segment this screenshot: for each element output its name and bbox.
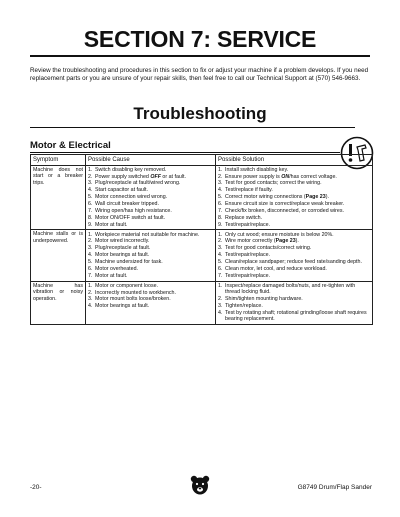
list-item (88, 266, 213, 273)
item-number: 4. (218, 252, 223, 259)
list-item (88, 283, 213, 290)
item-number: 5. (218, 259, 223, 266)
troubleshooting-heading: Troubleshooting (133, 104, 267, 123)
subsection-divider (30, 152, 340, 153)
item-number: 1. (88, 166, 93, 173)
item-text-part: Motor bearings at fault. (95, 252, 150, 259)
item-text-part: Motor mount bolts loose/broken. (95, 296, 171, 303)
item-text (95, 180, 213, 187)
cause-cell (86, 281, 216, 325)
item-text-part: Test/replace if faulty. (225, 187, 273, 194)
item-text (95, 283, 213, 290)
item-text (225, 252, 370, 259)
list-item (88, 208, 213, 215)
item-number: 4. (218, 187, 223, 194)
list-item (218, 167, 370, 174)
manual-model: G8749 Drum/Flap Sander (297, 484, 372, 491)
item-text (225, 310, 370, 323)
header-symptom: Symptom (31, 155, 86, 166)
item-number: 1. (218, 231, 223, 238)
item-text (95, 215, 213, 222)
item-text-part: Test for good contacts; correct the wiring. (225, 180, 322, 187)
item-text (95, 222, 213, 229)
item-text-part: ). (295, 238, 299, 245)
item-text-part: Motor connection wired wrong. (95, 194, 168, 201)
list-item (88, 173, 213, 180)
troubleshooting-table (30, 154, 373, 325)
item-text (225, 238, 370, 245)
list-item (88, 187, 213, 194)
item-text-part: Motor ON/OFF switch at fault. (95, 214, 166, 221)
item-text (95, 187, 213, 194)
item-number: 1. (88, 282, 93, 289)
item-emphasis: ON (281, 173, 290, 180)
item-text (225, 194, 370, 201)
list-item (218, 201, 370, 208)
item-number: 4. (88, 303, 93, 310)
item-number: 5. (88, 259, 93, 266)
item-text-part: Test/repair/replace. (225, 221, 271, 228)
item-text-part: Plug/receptacle at fault/wired wrong. (95, 180, 181, 187)
item-number: 1. (88, 231, 93, 238)
item-text (225, 245, 370, 252)
cause-list (88, 167, 213, 229)
page-number: -20- (30, 484, 42, 491)
item-number: 3. (218, 302, 223, 309)
item-number: 7. (88, 207, 93, 214)
item-text (95, 208, 213, 215)
item-text-part: Test/repair/replace. (225, 272, 271, 279)
item-text (225, 273, 370, 280)
list-item (88, 231, 213, 238)
item-text-part: Clean motor, let cool, and reduce workload. (225, 265, 327, 272)
subsection-heading: Motor & Electrical (30, 140, 111, 151)
item-emphasis: Page 23 (305, 194, 326, 201)
item-text (225, 296, 370, 303)
item-number: 6. (218, 265, 223, 272)
item-text-part: Switch disabling key removed. (95, 166, 167, 173)
list-item (218, 259, 370, 266)
item-text-part: Test by rotating shaft; rotational grinding/loose shaft requires bearing replacement. (225, 309, 367, 323)
solution-cell (216, 165, 373, 230)
item-text-part: Tighten/replace. (225, 302, 263, 309)
list-item (218, 180, 370, 187)
item-text (95, 167, 213, 174)
solution-list (218, 231, 370, 279)
item-text-part: Test for good contacts/correct wiring. (225, 245, 312, 252)
item-text-part: Motor wired incorrectly. (95, 238, 150, 245)
item-text-part: ). (325, 194, 329, 201)
list-item (218, 187, 370, 194)
item-text-part: Wiring open/has high resistance. (95, 207, 172, 214)
item-number: 4. (88, 252, 93, 259)
item-text-part: /has correct voltage. (289, 173, 337, 180)
item-text (225, 180, 370, 187)
item-text (95, 290, 213, 297)
item-number: 3. (218, 245, 223, 252)
list-item (88, 201, 213, 208)
item-text (95, 252, 213, 259)
item-text (225, 208, 370, 215)
item-text (95, 232, 213, 239)
item-number: 5. (218, 194, 223, 201)
list-item (88, 194, 213, 201)
list-item (218, 194, 370, 201)
item-text (95, 238, 213, 245)
item-number: 2. (218, 296, 223, 303)
list-item (218, 283, 370, 296)
list-item (218, 173, 370, 180)
item-text-part: Test/repair/replace. (225, 252, 271, 259)
table-row (31, 281, 373, 325)
list-item (218, 222, 370, 229)
item-text (225, 303, 370, 310)
list-item (218, 296, 370, 303)
item-number: 9. (218, 221, 223, 228)
item-text (95, 245, 213, 252)
item-text-part: Only cut wood; ensure moisture is below 20%. (225, 231, 334, 238)
cause-cell (86, 165, 216, 230)
item-text-part: Ensure circuit size is correct/replace weak breaker. (225, 201, 345, 208)
item-text (225, 215, 370, 222)
item-text-part: or at fault. (160, 173, 186, 180)
item-number: 2. (218, 173, 223, 180)
cause-list (88, 283, 213, 311)
item-text (225, 201, 370, 208)
item-text-part: Clean/replace sandpaper; reduce feed rate/sanding depth. (225, 259, 362, 266)
list-item (88, 215, 213, 222)
item-number: 8. (218, 214, 223, 221)
item-number: 7. (218, 207, 223, 214)
list-item (88, 289, 213, 296)
section-title: SECTION 7: SERVICE (83, 26, 317, 52)
item-text-part: Motor at fault. (95, 272, 128, 279)
list-item (218, 252, 370, 259)
item-text-part: Workpiece material not suitable for machine. (95, 231, 200, 238)
item-text (225, 283, 370, 296)
header-possible-cause: Possible Cause (86, 155, 216, 166)
item-text (225, 222, 370, 229)
item-number: 7. (88, 272, 93, 279)
list-item (88, 222, 213, 229)
item-text-part: Replace switch. (225, 214, 263, 221)
item-text (225, 167, 370, 174)
item-text (95, 194, 213, 201)
list-item (88, 167, 213, 174)
item-text (225, 259, 370, 266)
item-number: 1. (218, 166, 223, 173)
symptom-cell: Machine has vibration or noisy operation. (31, 281, 86, 325)
item-text-part: Wall circuit breaker tripped. (95, 201, 159, 208)
list-item (218, 245, 370, 252)
item-text (95, 174, 213, 181)
item-number: 2. (88, 173, 93, 180)
item-number: 3. (88, 180, 93, 187)
item-text-part: Start capacitor at fault. (95, 187, 148, 194)
item-text (95, 266, 213, 273)
item-number: 8. (88, 214, 93, 221)
item-text (95, 273, 213, 280)
item-text-part: Motor bearings at fault. (95, 303, 150, 310)
item-text-part: Motor or component loose. (95, 282, 159, 289)
item-emphasis: OFF (150, 173, 161, 180)
list-item (218, 215, 370, 222)
item-text-part: Motor at fault. (95, 221, 128, 228)
item-number: 6. (88, 201, 93, 208)
header-possible-solution: Possible Solution (216, 155, 373, 166)
cause-list (88, 231, 213, 279)
list-item (88, 245, 213, 252)
item-text (225, 174, 370, 181)
cause-cell (86, 230, 216, 281)
item-text (95, 296, 213, 303)
item-number: 4. (218, 309, 223, 316)
item-text-part: Check/fix broken, disconnected, or corroded wires. (225, 207, 344, 214)
list-item (88, 259, 213, 266)
item-number: 3. (218, 180, 223, 187)
solution-list (218, 167, 370, 229)
list-item (218, 273, 370, 280)
item-number: 6. (88, 265, 93, 272)
solution-list (218, 283, 370, 324)
item-number: 2. (88, 238, 93, 245)
item-text (95, 259, 213, 266)
item-number: 9. (88, 221, 93, 228)
item-number: 7. (218, 272, 223, 279)
item-text (95, 303, 213, 310)
item-text-part: Power supply switched (95, 173, 151, 180)
symptom-cell: Machine does not start or a breaker trips. (31, 165, 86, 230)
item-number: 4. (88, 187, 93, 194)
symptom-cell: Machine stalls or is underpowered. (31, 230, 86, 281)
item-text (225, 187, 370, 194)
item-number: 5. (88, 194, 93, 201)
solution-cell (216, 230, 373, 281)
item-number: 1. (218, 282, 223, 289)
intro-paragraph: Review the troubleshooting and procedures in this section to fix or adjust your machine if a problem develops. If you need replacement parts or you are unsure of your repair skills, then feel free to call our Technical Support at (570) 546-9663. (30, 67, 369, 83)
table-row (31, 230, 373, 281)
item-text-part: Incorrectly mounted to workbench. (95, 289, 176, 296)
list-item (218, 208, 370, 215)
list-item (218, 310, 370, 323)
item-text-part: Wire motor correctly ( (225, 238, 276, 245)
list-item (88, 180, 213, 187)
table-row (31, 165, 373, 230)
item-number: 6. (218, 201, 223, 208)
title-divider (30, 55, 370, 57)
item-text (225, 266, 370, 273)
item-number: 2. (218, 238, 223, 245)
list-item (218, 266, 370, 273)
troubleshooting-divider (30, 127, 355, 128)
list-item (88, 238, 213, 245)
solution-cell (216, 281, 373, 325)
list-item (88, 303, 213, 310)
grizzly-bear-logo (189, 474, 211, 496)
list-item (218, 238, 370, 245)
item-number: 3. (88, 245, 93, 252)
item-text-part: Motor overheated. (95, 265, 138, 272)
item-number: 3. (88, 296, 93, 303)
item-text (225, 232, 370, 239)
item-emphasis: Page 23 (275, 238, 296, 245)
item-number: 2. (88, 289, 93, 296)
item-text-part: Plug/receptacle at fault. (95, 245, 151, 252)
item-text (95, 201, 213, 208)
item-text-part: Machine undersized for task. (95, 259, 163, 266)
list-item (88, 252, 213, 259)
item-text-part: Inspect/replace damaged bolts/nuts, and re-tighten with thread locking fluid. (225, 282, 356, 296)
list-item (88, 296, 213, 303)
item-text-part: Ensure power supply is (225, 173, 282, 180)
list-item (218, 231, 370, 238)
item-text-part: Correct motor wiring connections ( (225, 194, 306, 201)
list-item (88, 273, 213, 280)
item-text-part: Shim/tighten mounting hardware. (225, 296, 303, 303)
item-text-part: Install switch disabling key. (225, 166, 289, 173)
list-item (218, 303, 370, 310)
table-header-row (31, 155, 373, 166)
